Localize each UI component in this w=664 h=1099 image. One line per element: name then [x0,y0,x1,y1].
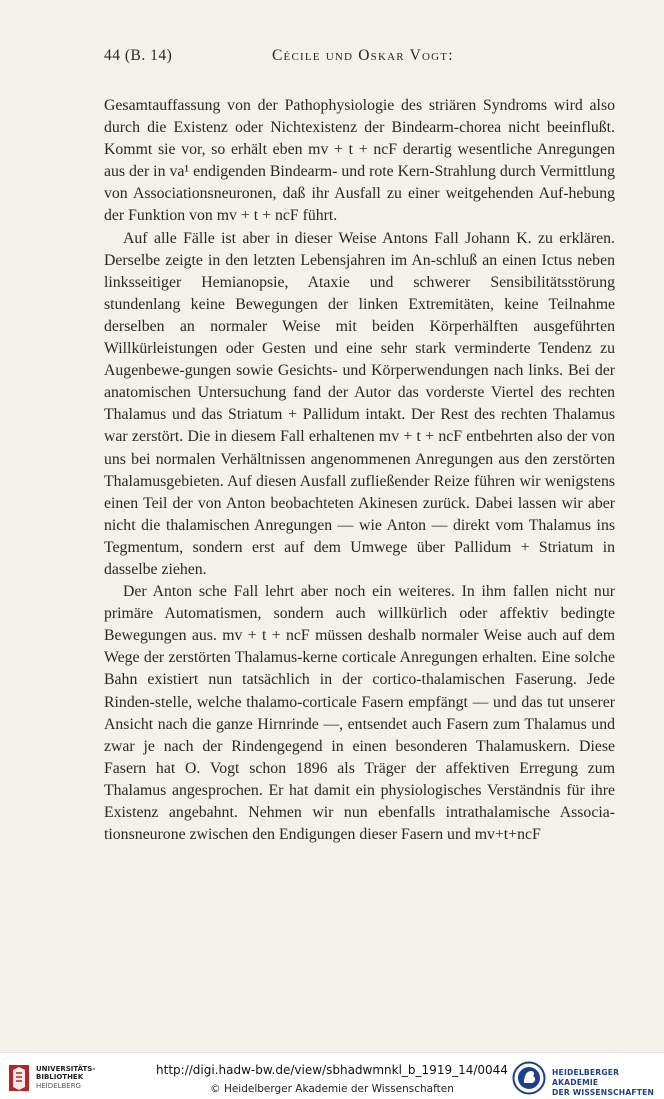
paragraph-3: Der Anton sche Fall lehrt aber noch ein weiteres. In ihm fallen nicht nur primäre Automatismen, sondern auch willkürlich oder affektiv bedingte Bewegungen aus. mv + t + ncF müssen deshalb normaler Weise auch auf dem Wege der zerstörten Thalamus-kerne corticale Anregungen erhalten. Eine solche Bahn existiert nun tatsächlich in der cortico-thalamischen Faserung. Jede Rinden-stelle, welche thalamo-corticale Fasern empfängt — und das tut unserer Ansicht nach die ganze Hirnrinde —, entsendet auch Fasern zum Thalamus und zwar je nach der Rindengegend in einen besonderen Thalamuskern. Diese Fasern hat O. Vogt schon 1896 als Träger der affektiven Erregung zum Thalamus angesprochen. Er hat damit ein physiologisches Verständnis für ihre Existenz angebahnt. Nehmen wir nun ebenfalls intrathalamische Associa-tionsneurone zwischen den Endigungen dieser Fasern und mv+t+ncF [104,583,615,844]
viewer-footer [0,1052,664,1099]
body-text [104,95,615,846]
running-title: Cécile und Oskar Vogt: [272,47,454,64]
page-reference: 44 (B. 14) [104,47,173,64]
paragraph-1: Gesamtauffassung von der Pathophysiologie des striären Syndroms wird also durch die Existenz oder Nichtexistenz der Bindearm-chorea nicht beeinflußt. Kommt sie vor, so erhält eben mv + t + ncF derartig wesentliche Anregungen aus der in va¹ endigenden Bindearm- und rote Kern-Strahlung durch Vermittlung von Associationsneuronen, daß ihr Ausfall zu einer weitgehenden Auf-hebung der Funktion von mv + t + ncF führt. [104,97,615,225]
university-library-label: UNIVERSITÄTS- BIBLIOTHEK HEIDELBERG [36,1065,96,1090]
academy-label: HEIDELBERGER AKADEMIE DER WISSENSCHAFTEN [552,1068,655,1097]
running-header [104,47,615,69]
paragraph-2: Auf alle Fälle ist aber in dieser Weise Antons Fall Johann K. zu erklären. Derselbe zeigte in den letzten Lebensjahren im An-schluß an einen Ictus neben linksseitiger Hemianopsie, Ataxie und schwerer Sensibilitätsstörung stundenlang keine Bewegungen der linken Extremitäten, keine Teilnahme derselben an normaler Weise mit beiden Körperhälften ausgeführten Willkürleistungen oder Gesten und eine sehr stark verminderte Tendenz zu Augenbewe-gungen sowie Gesichts- und Körperwendungen nach links. Bei der anatomischen Untersuchung fand der Autor das vorderste Viertel des rechten Thalamus und das Striatum + Pallidum intakt. Der Rest des rechten Thalamus war zerstört. Die in diesem Fall erhaltenen mv + t + ncF entbehrten also der von uns bei normalen Verhältnissen angenommenen Anregungen aus den zerstörten Thalamusgebieten. Auf diesen Ausfall zufließender Reize führen wir wenigstens einen Teil der von Anton beobachteten Akinesen zurück. Dabei lassen wir aber nicht die thalamischen Anregungen — wie Anton — direkt vom Thalamus ins Tegmentum, sondern erst auf dem Umwege über Pallidum + Striatum in dasselbe ziehen. [104,229,615,578]
permalink-url[interactable]: http://digi.hadw-bw.de/view/sbhadwmnkl_b_1919_14/0044 [156,1063,508,1077]
academy-seal-icon [512,1061,546,1095]
copyright-notice: © Heidelberger Akademie der Wissenschaften [210,1083,454,1095]
